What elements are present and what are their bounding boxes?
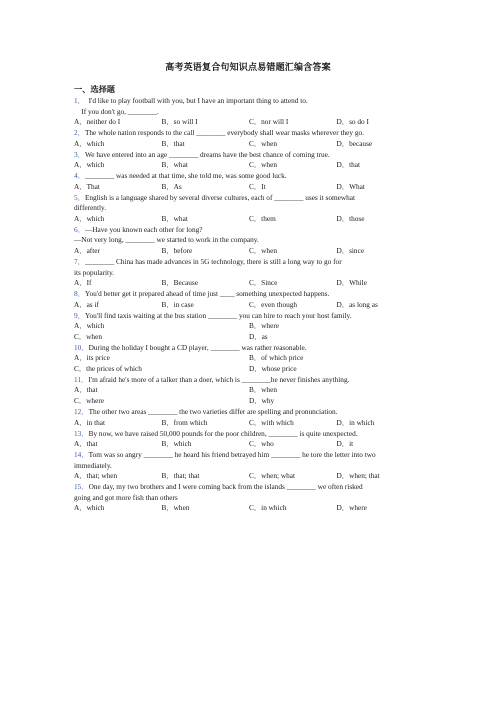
question-item <box>74 193 424 225</box>
option-row <box>74 396 424 407</box>
answer-option[interactable]: B．that <box>161 138 185 148</box>
question-text: One day, my two brothers and I were coming back from the islands ________ we often risked <box>88 482 363 492</box>
answer-option[interactable]: D．where <box>336 503 367 513</box>
question-text-continued: —Not very long, ________ we started to work in the company. <box>74 235 259 245</box>
question-text-continued: going and got more fish than others <box>74 492 178 502</box>
option-row <box>74 364 424 375</box>
answer-option[interactable]: C．where <box>74 395 104 405</box>
answer-option[interactable]: D．as <box>249 331 268 341</box>
question-text-continued: immediately. <box>74 460 112 470</box>
option-row <box>74 182 424 193</box>
answer-option[interactable]: C．It <box>249 181 266 191</box>
answer-option[interactable]: B．when <box>249 385 277 395</box>
question-number: 11． <box>74 374 89 384</box>
option-row <box>74 117 424 128</box>
answer-option[interactable]: B．before <box>161 245 193 255</box>
answer-option[interactable]: A．that; when <box>74 471 118 481</box>
answer-option[interactable]: A．That <box>74 181 100 191</box>
question-stem <box>74 407 424 418</box>
section-heading: 一、选择题 <box>74 85 115 94</box>
option-row <box>74 353 424 364</box>
document-title: 高考英语复合句知识点易错题汇编含答案 <box>165 62 331 72</box>
answer-option[interactable]: B．of which price <box>249 353 304 363</box>
answer-option[interactable]: B．when <box>161 503 190 513</box>
question-stem <box>74 257 424 268</box>
question-number: 3． <box>74 149 85 159</box>
answer-option[interactable]: C．with which <box>249 417 294 427</box>
question-text-continued: differently. <box>74 203 107 213</box>
answer-option[interactable]: D．What <box>336 181 365 191</box>
question-stem <box>74 96 424 107</box>
option-row <box>74 332 424 343</box>
answer-option[interactable]: B．which <box>161 439 192 449</box>
option-row <box>74 321 424 332</box>
question-item <box>74 96 424 128</box>
option-row <box>74 278 424 289</box>
answer-option[interactable]: B．where <box>249 321 279 331</box>
question-stem <box>74 150 424 161</box>
option-row <box>74 139 424 150</box>
option-row <box>74 300 424 311</box>
question-item <box>74 343 424 375</box>
question-number: 9． <box>74 310 85 320</box>
answer-option[interactable]: A．If <box>74 278 92 288</box>
question-stem <box>74 171 424 182</box>
question-list <box>74 84 424 514</box>
question-item <box>74 128 424 149</box>
question-text: I'd like to play football with you, but I have an important thing to attend to. <box>81 96 308 105</box>
question-stem <box>74 450 424 461</box>
answer-option[interactable]: C．when <box>74 331 102 341</box>
answer-option[interactable]: A．that <box>74 439 98 449</box>
question-item <box>74 429 424 450</box>
question-item <box>74 450 424 482</box>
question-stem <box>74 343 424 354</box>
question-number: 14． <box>74 450 89 460</box>
question-number: 1． <box>74 96 82 105</box>
answer-option[interactable]: D．since <box>336 245 365 255</box>
question-text: You'll find taxis waiting at the bus station ________ you can hire to reach your host family. <box>84 310 352 320</box>
option-row <box>74 503 424 514</box>
answer-option[interactable]: B．what <box>161 213 188 223</box>
question-text-continued: its popularity. <box>74 267 115 277</box>
question-text: During the holiday I bought a CD player, ________ was rather reasonable. <box>88 342 307 352</box>
answer-option[interactable]: D．those <box>336 213 365 223</box>
question-text: You'd better get it prepared ahead of time just ____ something unexpected happens. <box>84 289 330 299</box>
question-item <box>74 311 424 343</box>
question-item <box>74 225 424 257</box>
answer-option[interactable]: D．in which <box>336 417 375 427</box>
question-number: 4． <box>74 171 85 181</box>
answer-option[interactable]: D．that <box>336 160 361 170</box>
answer-option[interactable]: C．when <box>249 245 277 255</box>
question-stem <box>74 429 424 440</box>
answer-option[interactable]: C．when; what <box>249 471 296 481</box>
option-row <box>74 471 424 482</box>
option-row <box>74 385 424 396</box>
question-number: 8． <box>74 289 85 299</box>
question-stem <box>74 289 424 300</box>
question-text: —Have you known each other for long? <box>84 224 203 234</box>
question-item <box>74 375 424 407</box>
answer-option[interactable]: A．which <box>74 160 105 170</box>
question-stem <box>74 193 424 204</box>
answer-option[interactable]: A．which <box>74 321 105 331</box>
question-number: 7． <box>74 257 85 267</box>
answer-option[interactable]: C．nor will I <box>249 117 289 126</box>
question-text: ________ China has made advances in 5G technology, there is still a long way to go for <box>84 257 342 267</box>
question-number: 5． <box>74 192 85 202</box>
question-number: 6． <box>74 224 85 234</box>
question-stem <box>74 375 424 386</box>
answer-option[interactable]: C．them <box>249 213 276 223</box>
answer-option[interactable]: B．Because <box>161 278 198 288</box>
answer-option[interactable]: D．While <box>336 278 367 288</box>
answer-option[interactable]: A．after <box>74 245 100 255</box>
answer-option[interactable]: D．so do I <box>336 117 369 126</box>
answer-option[interactable]: D．as long as <box>336 299 378 309</box>
answer-option[interactable]: D．when; that <box>336 471 380 481</box>
answer-option[interactable]: B．in case <box>161 299 194 309</box>
question-text: Tom was so angry ________ he heard his friend betrayed him ________ he tore the letter into two <box>88 450 376 460</box>
answer-option[interactable]: C．when <box>249 138 277 148</box>
question-item <box>74 150 424 171</box>
answer-option[interactable]: A．which <box>74 138 105 148</box>
answer-option[interactable]: C．even though <box>249 299 298 309</box>
question-text: I'm afraid he's more of a talker than a doer, which is ________he never finishes anything. <box>88 374 350 384</box>
answer-option[interactable]: A．which <box>74 213 105 223</box>
option-row <box>74 246 424 257</box>
answer-option[interactable]: D．why <box>249 395 275 405</box>
question-item <box>74 257 424 289</box>
answer-option[interactable]: A．in that <box>74 417 106 427</box>
question-number: 13． <box>74 428 89 438</box>
answer-option[interactable]: C．who <box>249 439 274 449</box>
question-item <box>74 289 424 310</box>
answer-option[interactable]: B．so will I <box>161 117 198 126</box>
option-row <box>74 160 424 171</box>
question-item <box>74 171 424 192</box>
question-number: 10． <box>74 342 89 352</box>
answer-option[interactable]: D．whose price <box>249 363 297 373</box>
answer-option[interactable]: A．which <box>74 503 105 513</box>
question-text: The whole nation responds to the call ________ everybody shall wear masks wherever they go. <box>84 128 364 138</box>
answer-option[interactable]: C．in which <box>249 503 287 513</box>
question-number: 15． <box>74 482 89 492</box>
option-row <box>74 214 424 225</box>
question-item <box>74 407 424 428</box>
answer-option[interactable]: C．when <box>249 160 277 170</box>
answer-option[interactable]: C．the prices of which <box>74 363 142 373</box>
question-number: 12． <box>74 407 89 417</box>
answer-option[interactable]: C．Since <box>249 278 278 288</box>
answer-option[interactable]: A．that <box>74 385 98 395</box>
answer-option[interactable]: D．because <box>336 138 373 148</box>
question-text: The other two areas ________ the two varieties differ are spelling and pronunciation. <box>88 407 338 417</box>
answer-option[interactable]: A．neither do I <box>74 117 121 126</box>
option-row <box>74 418 424 429</box>
question-stem <box>74 128 424 139</box>
answer-option[interactable]: B．what <box>161 160 188 170</box>
answer-option[interactable]: A．its price <box>74 353 110 363</box>
question-text: English is a language shared by several diverse cultures, each of ________ uses it somewhat <box>84 192 356 202</box>
answer-option[interactable]: B．from which <box>161 417 208 427</box>
question-text: We have entered into an age ________ dreams have the best chance of coming true. <box>84 149 330 159</box>
question-number: 2． <box>74 128 85 138</box>
question-stem <box>74 311 424 322</box>
question-stem <box>74 225 424 236</box>
question-text-continued: If you don't go, ________. <box>74 106 159 116</box>
question-text: By now, we have raised 50,000 pounds for the poor children, ________ is quite unexpected. <box>88 428 358 438</box>
answer-option[interactable]: B．that; that <box>161 471 200 481</box>
option-row <box>74 439 424 450</box>
answer-option[interactable]: B．As <box>161 181 182 191</box>
question-item <box>74 482 424 514</box>
question-stem <box>74 482 424 493</box>
answer-option[interactable]: A．as if <box>74 299 99 309</box>
question-text: ________ was needed at that time, she told me, was some good luck. <box>84 171 287 181</box>
answer-option[interactable]: D．it <box>336 439 354 449</box>
